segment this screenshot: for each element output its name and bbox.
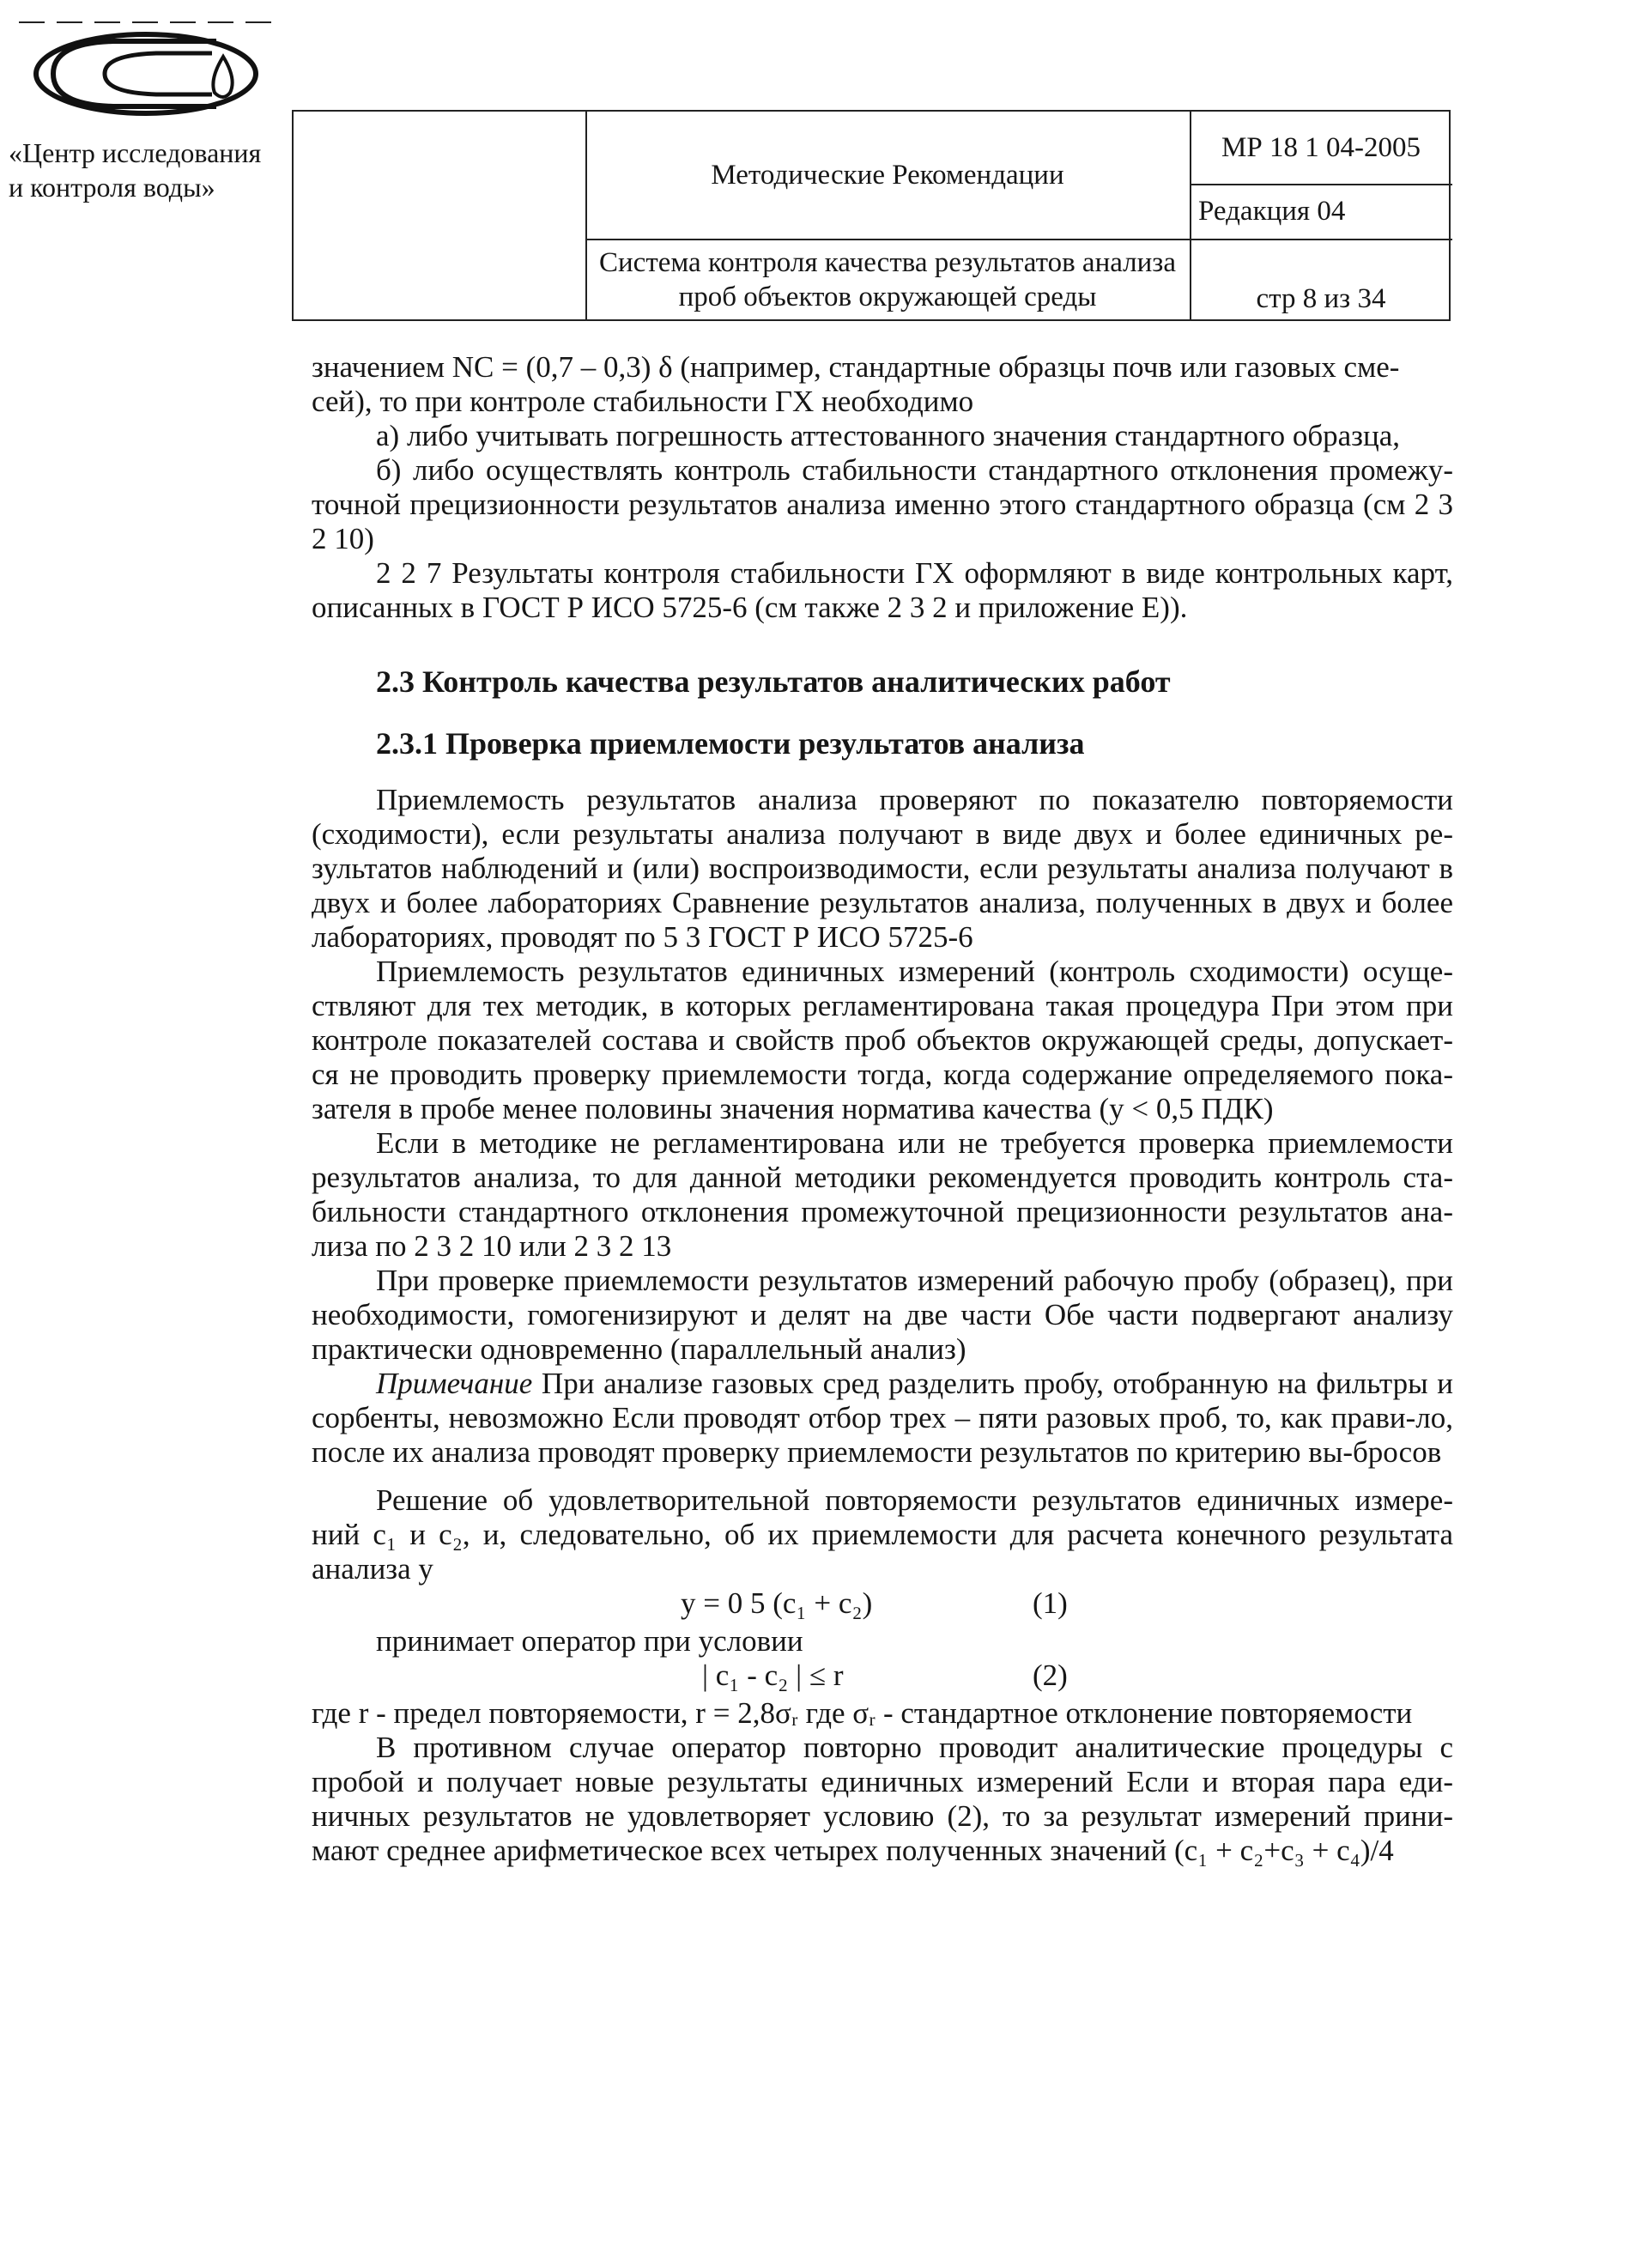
section-heading-2-3-1: 2.3.1 Проверка приемлемости результатов анализа bbox=[376, 726, 1085, 761]
paragraph-list-a: а) либо учитывать погрешность аттестованного значения стандартного образца, bbox=[376, 419, 1401, 452]
paragraph-condition: принимает оператор при условии bbox=[376, 1624, 803, 1658]
body-text bbox=[312, 350, 1453, 1868]
paragraph-acceptability: Приемлемость результатов анализа проверяют по показателю повторяемости (сходимости), если результаты анализа получают в виде двух и более единичных ре-зультатов наблюдений и (или) воспроизводимости, если результаты анализа получают в двух и более лабораториях Сравнение результатов анализа, полученных в двух и более лабораториях, проводят по 5 3 ГОСТ Р ИСО 5725-6 bbox=[312, 783, 1453, 954]
paragraph-2-2-7: 2 2 7 Результаты контроля стабильности ГХ оформляют в виде контрольных карт, описанных в ГОСТ Р ИСО 5725-6 (см также 2 3 2 и приложение Е)). bbox=[312, 556, 1453, 624]
header-subtitle bbox=[585, 239, 1190, 321]
paragraph-list-b: б) либо осуществлять контроль стабильности стандартного отклонения промежу-точной прецизионности результатов анализа именно этого стандартного образца (см 2 3 2 10) bbox=[312, 453, 1453, 555]
org-line-1: «Центр исследования bbox=[9, 137, 262, 168]
equation-2-formula: | c₁ - c₂ | ≤ r bbox=[702, 1659, 844, 1692]
subtitle-line-1: Система контроля качества результатов анализа bbox=[599, 247, 1176, 278]
edition-label: Редакция 04 bbox=[1198, 196, 1346, 227]
section-heading-2-3: 2.3 Контроль качества результатов аналитических работ bbox=[376, 664, 1171, 699]
paragraph-method: Если в методике не регламентирована или не требуется проверка приемлемости результатов анализа, то для данной методики рекомендуется проводить контроль ста-бильности стандартного отклонения промежуточной прецизионности результатов ана-лиза по 2 3 2 10 или 2 3 2 13 bbox=[312, 1126, 1453, 1263]
page-info: стр 8 из 34 bbox=[1256, 283, 1386, 314]
organization-name bbox=[9, 136, 283, 204]
paragraph-1-line-1: значением NC = (0,7 – 0,3) δ (например, стандартные образцы почв или газовых сме- bbox=[312, 350, 1400, 384]
header-title: Методические Рекомендации bbox=[711, 160, 1064, 191]
org-line-2: и контроля воды» bbox=[9, 172, 215, 203]
note-label: Примечание bbox=[376, 1367, 533, 1400]
equation-1-number: (1) bbox=[1033, 1586, 1068, 1620]
note-paragraph bbox=[312, 1367, 1453, 1470]
equation-1-formula: y = 0 5 (c₁ + c₂) bbox=[681, 1586, 873, 1620]
paragraph-definition: где r - предел повторяемости, r = 2,8σᵣ где σᵣ - стандартное отклонение повторяемости bbox=[312, 1696, 1413, 1730]
paragraph-convergence: Приемлемость результатов единичных измерений (контроль сходимости) осуще-ствляют для тех методик, в которых регламентирована такая процедура При этом при контроле показателей состава и свойств проб объектов окружающей среды, допускает-ся не проводить проверку приемлемости тогда, когда содержание определяемого пока-зателя в пробе менее половины значения норматива качества (y < 0,5 ПДК) bbox=[312, 955, 1453, 1125]
paragraph-1-line-2: сей), то при контроле стабильности ГХ необходимо bbox=[312, 385, 974, 418]
header-table bbox=[292, 110, 1451, 321]
subtitle-line-2: проб объектов окружающей среды bbox=[678, 282, 1097, 312]
paragraph-otherwise: В противном случае оператор повторно проводит аналитические процедуры с пробой и получает новые результаты единичных измерений Если и вторая пара еди-ничных результатов не удовлетворяет условию (2), то за результат измерений прини-мают среднее арифметическое всех четырех полученных значений (c₁ + c₂+c₃ + c₄)/4 bbox=[312, 1731, 1453, 1867]
note-text: При анализе газовых сред разделить пробу, отобранную на фильтры и сорбенты, невозможно Если проводят отбор трех – пяти разовых проб, то, как прави-ло, после их анализа проводят проверку приемлемости результатов по критерию вы-бросов bbox=[312, 1367, 1453, 1469]
equation-1 bbox=[312, 1586, 1453, 1624]
paragraph-decision: Решение об удовлетворительной повторяемости результатов единичных измере-ний c₁ и c₂, и, следовательно, об их приемлемости для расчета конечного результата анализа y bbox=[312, 1483, 1453, 1586]
document-number: МР 18 1 04-2005 bbox=[1221, 132, 1421, 163]
equation-2 bbox=[312, 1659, 1453, 1696]
logo-icon bbox=[19, 15, 276, 127]
equation-2-number: (2) bbox=[1033, 1659, 1068, 1692]
paragraph-sample-check: При проверке приемлемости результатов измерений рабочую пробу (образец), при необходимости, гомогенизируют и делят на две части Обе части подвергают анализу практически одновременно (параллельный анализ) bbox=[312, 1264, 1453, 1366]
